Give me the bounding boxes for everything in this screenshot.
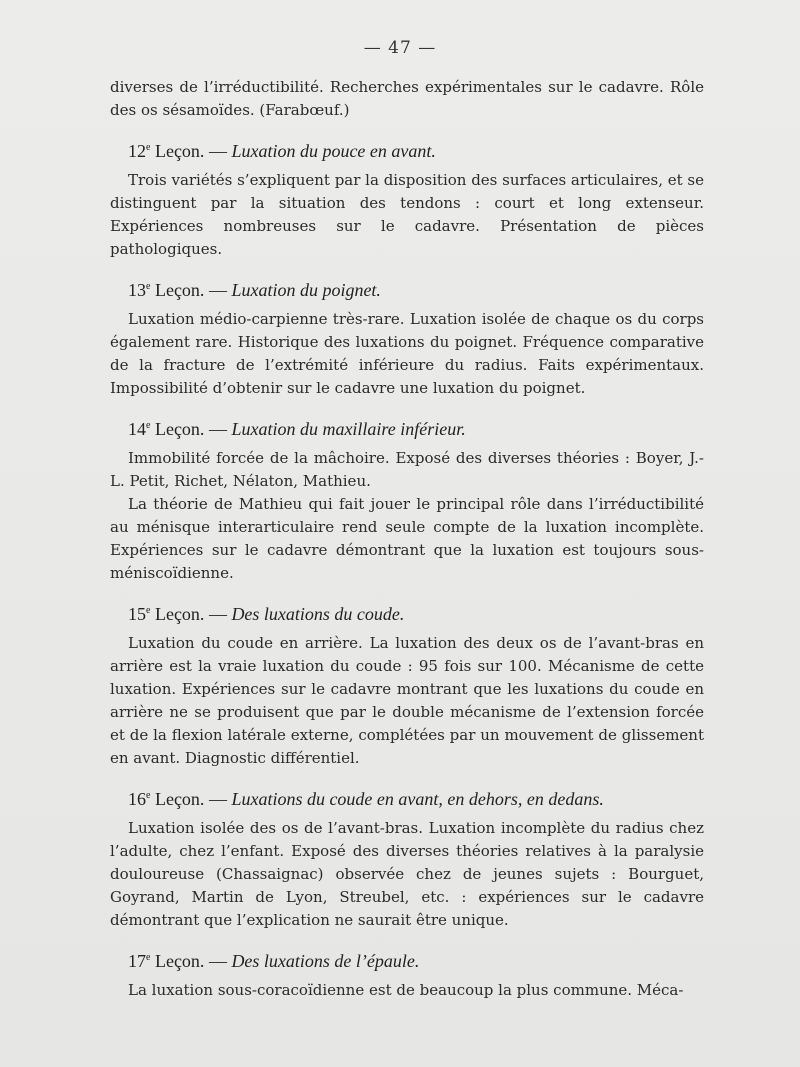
lecon-title: Luxations du coude en avant, en dehors, en dedans. xyxy=(231,789,604,809)
lecon-heading xyxy=(110,599,704,626)
lecon-number: 17e xyxy=(128,951,151,971)
page-number: — 47 — xyxy=(363,38,437,58)
lecon-heading xyxy=(110,275,704,302)
lecon-paragraph: Luxation isolée des os de l’avant-bras. Luxation incomplète du radius chez l’adulte, chez l’enfant. Exposé des diverses théories relatives à la paralysie douloureuse (Chassaignac) observée chez de jeunes sujets : Bourguet, Goyrand, Martin de Lyon, Streubel, etc. : expériences sur le cadavre démontrant que l’explication ne saurait être unique. xyxy=(110,819,704,929)
lecon-word: Leçon. xyxy=(154,280,205,300)
lecon-paragraph: Immobilité forcée de la mâchoire. Exposé des diverses théories : Boyer, J.-L. Petit, Richet, Nélaton, Mathieu. xyxy=(110,449,704,490)
lecon-15-section xyxy=(110,599,704,770)
intro-paragraph: diverses de l’irréductibilité. Recherches expérimentales sur le cadavre. Rôle des os sésamoïdes. (Farabœuf.) xyxy=(110,78,704,119)
lecon-heading xyxy=(110,414,704,441)
lecon-heading xyxy=(110,784,704,811)
lecon-dash: — xyxy=(208,280,227,300)
lecon-number: 13e xyxy=(128,280,151,300)
lecon-13-section xyxy=(110,275,704,400)
lecon-paragraph: La luxation sous-coracoïdienne est de beaucoup la plus commune. Méca- xyxy=(128,981,684,999)
lecon-dash: — xyxy=(208,789,227,809)
lecon-dash: — xyxy=(208,604,227,624)
lecon-number: 15e xyxy=(128,604,151,624)
lecon-word: Leçon. xyxy=(154,141,205,161)
lecon-paragraph: Trois variétés s’expliquent par la disposition des surfaces articulaires, et se distinguent par la situation des tendons : court et long extenseur. Expériences nombreuses sur le cadavre. Présentation de pièces pathologiques. xyxy=(110,171,704,258)
lecon-heading xyxy=(110,136,704,163)
lecon-16-section xyxy=(110,784,704,932)
lecon-number: 12e xyxy=(128,141,151,161)
lecon-word: Leçon. xyxy=(154,951,205,971)
lecon-14-section xyxy=(110,414,704,585)
lecon-word: Leçon. xyxy=(154,789,205,809)
lecon-number: 16e xyxy=(128,789,151,809)
lecon-dash: — xyxy=(208,141,227,161)
lecon-title: Luxation du maxillaire inférieur. xyxy=(231,419,466,439)
page-body xyxy=(110,76,704,1002)
lecon-paragraph: La théorie de Mathieu qui fait jouer le principal rôle dans l’irréductibilité au ménisque interarticulaire rend seule compte de la luxation incomplète. Expériences sur le cadavre démontrant que la luxation est toujours sous-méniscoïdienne. xyxy=(110,495,704,582)
lecon-title: Luxation du pouce en avant. xyxy=(231,141,436,161)
lecon-title: Luxation du poignet. xyxy=(231,280,381,300)
lecon-dash: — xyxy=(208,951,227,971)
lecon-title: Des luxations de l’épaule. xyxy=(231,951,420,971)
lecon-number: 14e xyxy=(128,419,151,439)
lecon-title: Des luxations du coude. xyxy=(231,604,405,624)
lecon-paragraph: Luxation médio-carpienne très-rare. Luxation isolée de chaque os du corps également rare. Historique des luxations du poignet. Fréquence comparative de la fracture de l’extrémité inférieure du radius. Faits expérimentaux. Impossibilité d’obtenir sur le cadavre une luxation du poignet. xyxy=(110,310,704,397)
lecon-heading xyxy=(110,946,704,973)
lecon-dash: — xyxy=(208,419,227,439)
lecon-word: Leçon. xyxy=(154,604,205,624)
lecon-word: Leçon. xyxy=(154,419,205,439)
lecon-paragraph: Luxation du coude en arrière. La luxation des deux os de l’avant-bras en arrière est la vraie luxation du coude : 95 fois sur 100. Mécanisme de cette luxation. Expériences sur le cadavre montrant que les luxations du coude en arrière ne se produisent que par le double mécanisme de l’extension forcée et de la flexion latérale externe, complétées par un mouvement de glissement en avant. Diagnostic différentiel. xyxy=(110,634,704,767)
lecon-17-section xyxy=(110,946,704,1002)
lecon-12-section xyxy=(110,136,704,261)
